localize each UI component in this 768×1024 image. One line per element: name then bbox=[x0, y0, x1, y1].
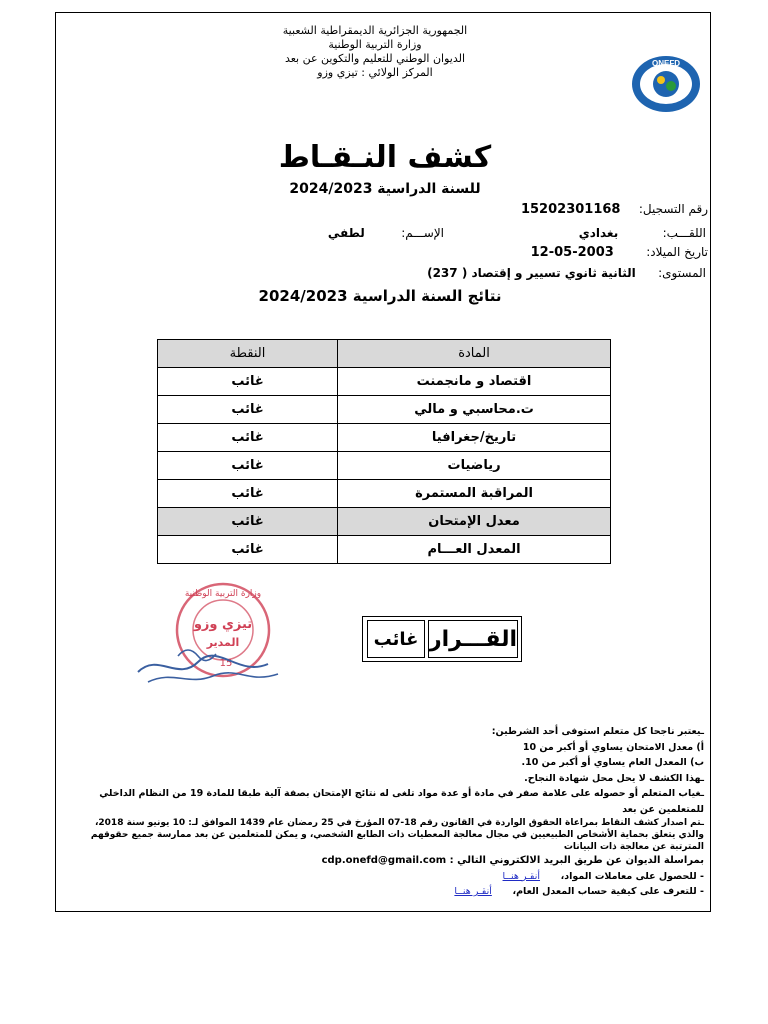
stamp-role-text: المدير bbox=[206, 636, 240, 649]
grade-cell: غائب bbox=[158, 452, 338, 480]
subject-cell: ت.محاسبي و مالي bbox=[338, 396, 611, 424]
exam-average-label: معدل الإمتحان bbox=[338, 508, 611, 536]
note-condition-a: أ) معدل الامتحان يساوي أو أكبر من 10 bbox=[522, 741, 704, 753]
level-label: المستوى: bbox=[658, 266, 706, 280]
subject-cell: اقتصاد و مانجمنت bbox=[338, 368, 611, 396]
note-contact-text: بمراسلة الديوان عن طريق البريد الالكتروني التالي : bbox=[449, 855, 704, 866]
notes-section bbox=[70, 724, 704, 900]
header-line-office: الديوان الوطني للتعليم والتكوين عن بعد bbox=[284, 52, 466, 65]
coefficients-link[interactable]: أنقـر هنــا bbox=[502, 870, 541, 882]
stamp-number: 15 bbox=[219, 658, 233, 669]
grade-cell: غائب bbox=[158, 396, 338, 424]
page-title: كشف النـقـاط bbox=[278, 140, 492, 175]
name-label: الإســـم: bbox=[401, 226, 444, 240]
subject-cell: رياضيات bbox=[338, 452, 611, 480]
grade-cell: غائب bbox=[158, 368, 338, 396]
note-privacy-law: ـتم اصدار كشف النقاط بمراعاة الحقوق الواردة في القانون رقم 18-07 المؤرخ في 25 رمضان عام 1439 الموافق لـ: 10 يونيو سنة 2018، والذي يتعلق بحماية الأشخاص الطبيعيين في مجال معالجة المعطيات ذات الطابع الشخصي، و يمكن للمتعلمين عن بعد ممارسة جميع حقوقهم المترتبة عن معالجة ذات البيانات bbox=[90, 818, 704, 852]
header-line-center: المركز الولائي : تيزي وزو bbox=[317, 66, 433, 79]
average-calc-text: - للتعرف على كيفية حساب المعدل العام، bbox=[512, 886, 704, 897]
onefd-logo-icon bbox=[628, 52, 704, 116]
coefficients-row bbox=[70, 869, 704, 885]
note-condition-b: ب) المعدل العام يساوي أو أكبر من 10. bbox=[521, 757, 704, 768]
header-line-ministry: وزارة التربية الوطنية bbox=[328, 38, 422, 51]
general-average-value: غائب bbox=[158, 536, 338, 564]
general-average-label: المعدل العـــام bbox=[338, 536, 611, 564]
column-header-grade: النقطة bbox=[158, 340, 338, 368]
logo-text: ONEFD bbox=[652, 59, 680, 68]
header-line-republic: الجمهورية الجزائرية الديمقراطية الشعبية bbox=[282, 24, 468, 37]
dob-row bbox=[531, 245, 708, 260]
table-header-row bbox=[158, 340, 611, 368]
average-calc-row bbox=[70, 884, 704, 900]
header-block bbox=[250, 24, 500, 80]
subject-cell: المراقبة المستمرة bbox=[338, 480, 611, 508]
average-calc-link[interactable]: أنقـر هنــا bbox=[454, 886, 492, 897]
table-row bbox=[158, 396, 611, 424]
surname-label: اللقـــب: bbox=[662, 226, 706, 240]
surname-row bbox=[579, 226, 706, 240]
table-row bbox=[158, 480, 611, 508]
page-subtitle: للسنة الدراسية 2024/2023 bbox=[289, 181, 481, 197]
coefficients-text: - للحصول على معاملات المواد، bbox=[560, 870, 704, 882]
decision-box bbox=[362, 616, 522, 662]
name-value: لطفي bbox=[327, 226, 365, 240]
level-row bbox=[427, 266, 706, 280]
decision-value: غائب bbox=[367, 620, 425, 658]
table-row bbox=[158, 424, 611, 452]
note-contact-row bbox=[70, 853, 704, 869]
grades-table bbox=[157, 339, 611, 564]
grade-cell: غائب bbox=[158, 424, 338, 452]
stamp-ring-text: وزارة التربية الوطنية bbox=[184, 589, 262, 599]
grade-cell: غائب bbox=[158, 480, 338, 508]
note-absence-rule: ـغياب المتعلم أو حصوله على علامة صفر في مادة أو عدة مواد تلغى له نتائج الإمتحان بصفة آلية طبقا للمادة 19 من النظام الداخلي للمتعلمين عن بعد bbox=[99, 788, 704, 815]
dob-value: 2003-05-12 bbox=[530, 245, 614, 260]
level-value: الثانية ثانوي تسيير و إقتصاد ( 237) bbox=[427, 266, 636, 280]
exam-average-row bbox=[158, 508, 611, 536]
surname-value: بغدادي bbox=[578, 226, 619, 240]
subject-cell: تاريخ/جغرافيا bbox=[338, 424, 611, 452]
reg-number-row bbox=[521, 202, 708, 217]
note-success-rule: ـيعتبر ناجحا كل متعلم استوفى أحد الشرطين: bbox=[491, 726, 704, 737]
column-header-subject: المادة bbox=[338, 340, 611, 368]
results-title: نتائج السنة الدراسية 2024/2023 bbox=[258, 287, 502, 305]
table-row bbox=[158, 368, 611, 396]
official-stamp-icon bbox=[118, 582, 298, 692]
name-row bbox=[328, 226, 444, 240]
dob-label: تاريخ الميلاد: bbox=[646, 245, 708, 259]
reg-number-label: رقم التسجيل: bbox=[638, 202, 708, 216]
exam-average-value: غائب bbox=[158, 508, 338, 536]
table-row bbox=[158, 452, 611, 480]
note-not-certificate: ـهذا الكشف لا يحل محل شهادة النجاح. bbox=[524, 772, 704, 784]
contact-email: cdp.onefd@gmail.com bbox=[321, 855, 447, 866]
reg-number-value: 15202301168 bbox=[520, 202, 621, 217]
decision-label: القـــرار bbox=[428, 620, 518, 658]
general-average-row bbox=[158, 536, 611, 564]
stamp-center-text: تيزي وزو bbox=[193, 617, 253, 632]
